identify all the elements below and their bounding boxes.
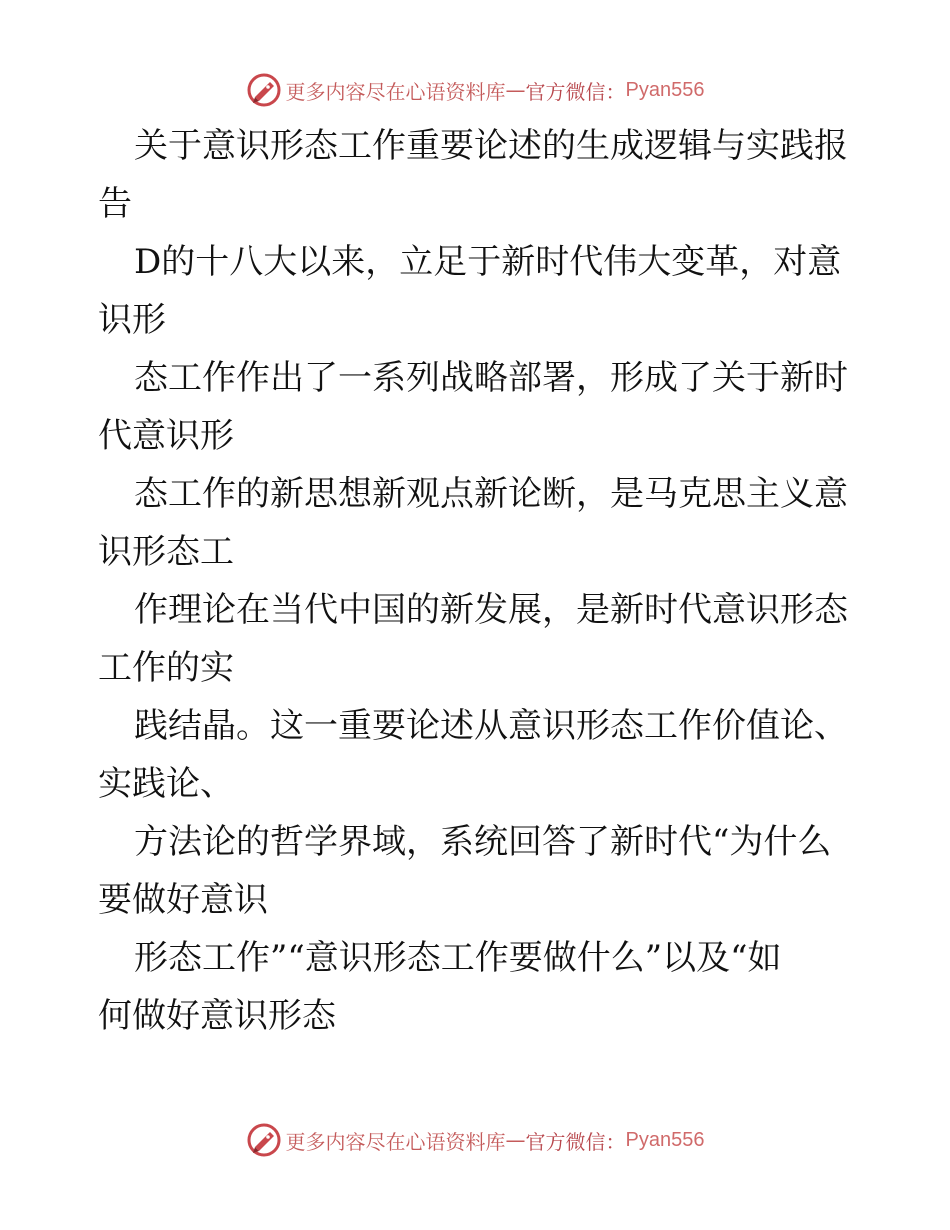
doc-line: D的十八大以来，立足于新时代伟大变革，对意 <box>134 242 842 282</box>
document-body <box>98 117 858 1045</box>
doc-line: 识形态工 <box>98 532 234 572</box>
watermark-dash: — <box>505 78 526 102</box>
doc-line: 识形 <box>98 300 166 340</box>
footer-watermark <box>0 1120 950 1160</box>
doc-line: 方法论的哲学界域，系统回答了新时代“为什么 <box>134 822 832 862</box>
doc-line: 践结晶。这一重要论述从意识形态工作价值论、 <box>134 706 848 746</box>
watermark-text: 更多内容尽在心语资料库 <box>285 1129 506 1154</box>
watermark-wechat-label: 官方微信： <box>525 79 626 104</box>
doc-line: 关于意识形态工作重要论述的生成逻辑与实践报 <box>134 126 848 166</box>
watermark-dash: — <box>505 1128 526 1152</box>
doc-line: 何做好意识形态 <box>98 996 336 1036</box>
doc-line: 要做好意识 <box>98 880 268 920</box>
doc-line: 态工作作出了一系列战略部署，形成了关于新时 <box>134 358 848 398</box>
pen-nib-logo-icon <box>246 72 282 108</box>
doc-line: 态工作的新思想新观点新论断，是马克思主义意 <box>134 474 848 514</box>
doc-line: 实践论、 <box>98 764 234 804</box>
doc-line: 代意识形 <box>98 416 234 456</box>
pen-nib-logo-icon <box>246 1122 282 1158</box>
doc-line: 形态工作”“意识形态工作要做什么”以及“如 <box>134 938 782 978</box>
doc-line: 作理论在当代中国的新发展，是新时代意识形态 <box>134 590 848 630</box>
watermark-wechat-id: Pyan556 <box>625 1128 705 1151</box>
watermark-wechat-id: Pyan556 <box>625 78 705 101</box>
watermark-text: 更多内容尽在心语资料库 <box>285 79 506 104</box>
doc-line: 工作的实 <box>98 648 234 688</box>
watermark-wechat-label: 官方微信： <box>525 1129 626 1154</box>
header-watermark <box>0 70 950 110</box>
doc-line: 告 <box>98 184 132 224</box>
